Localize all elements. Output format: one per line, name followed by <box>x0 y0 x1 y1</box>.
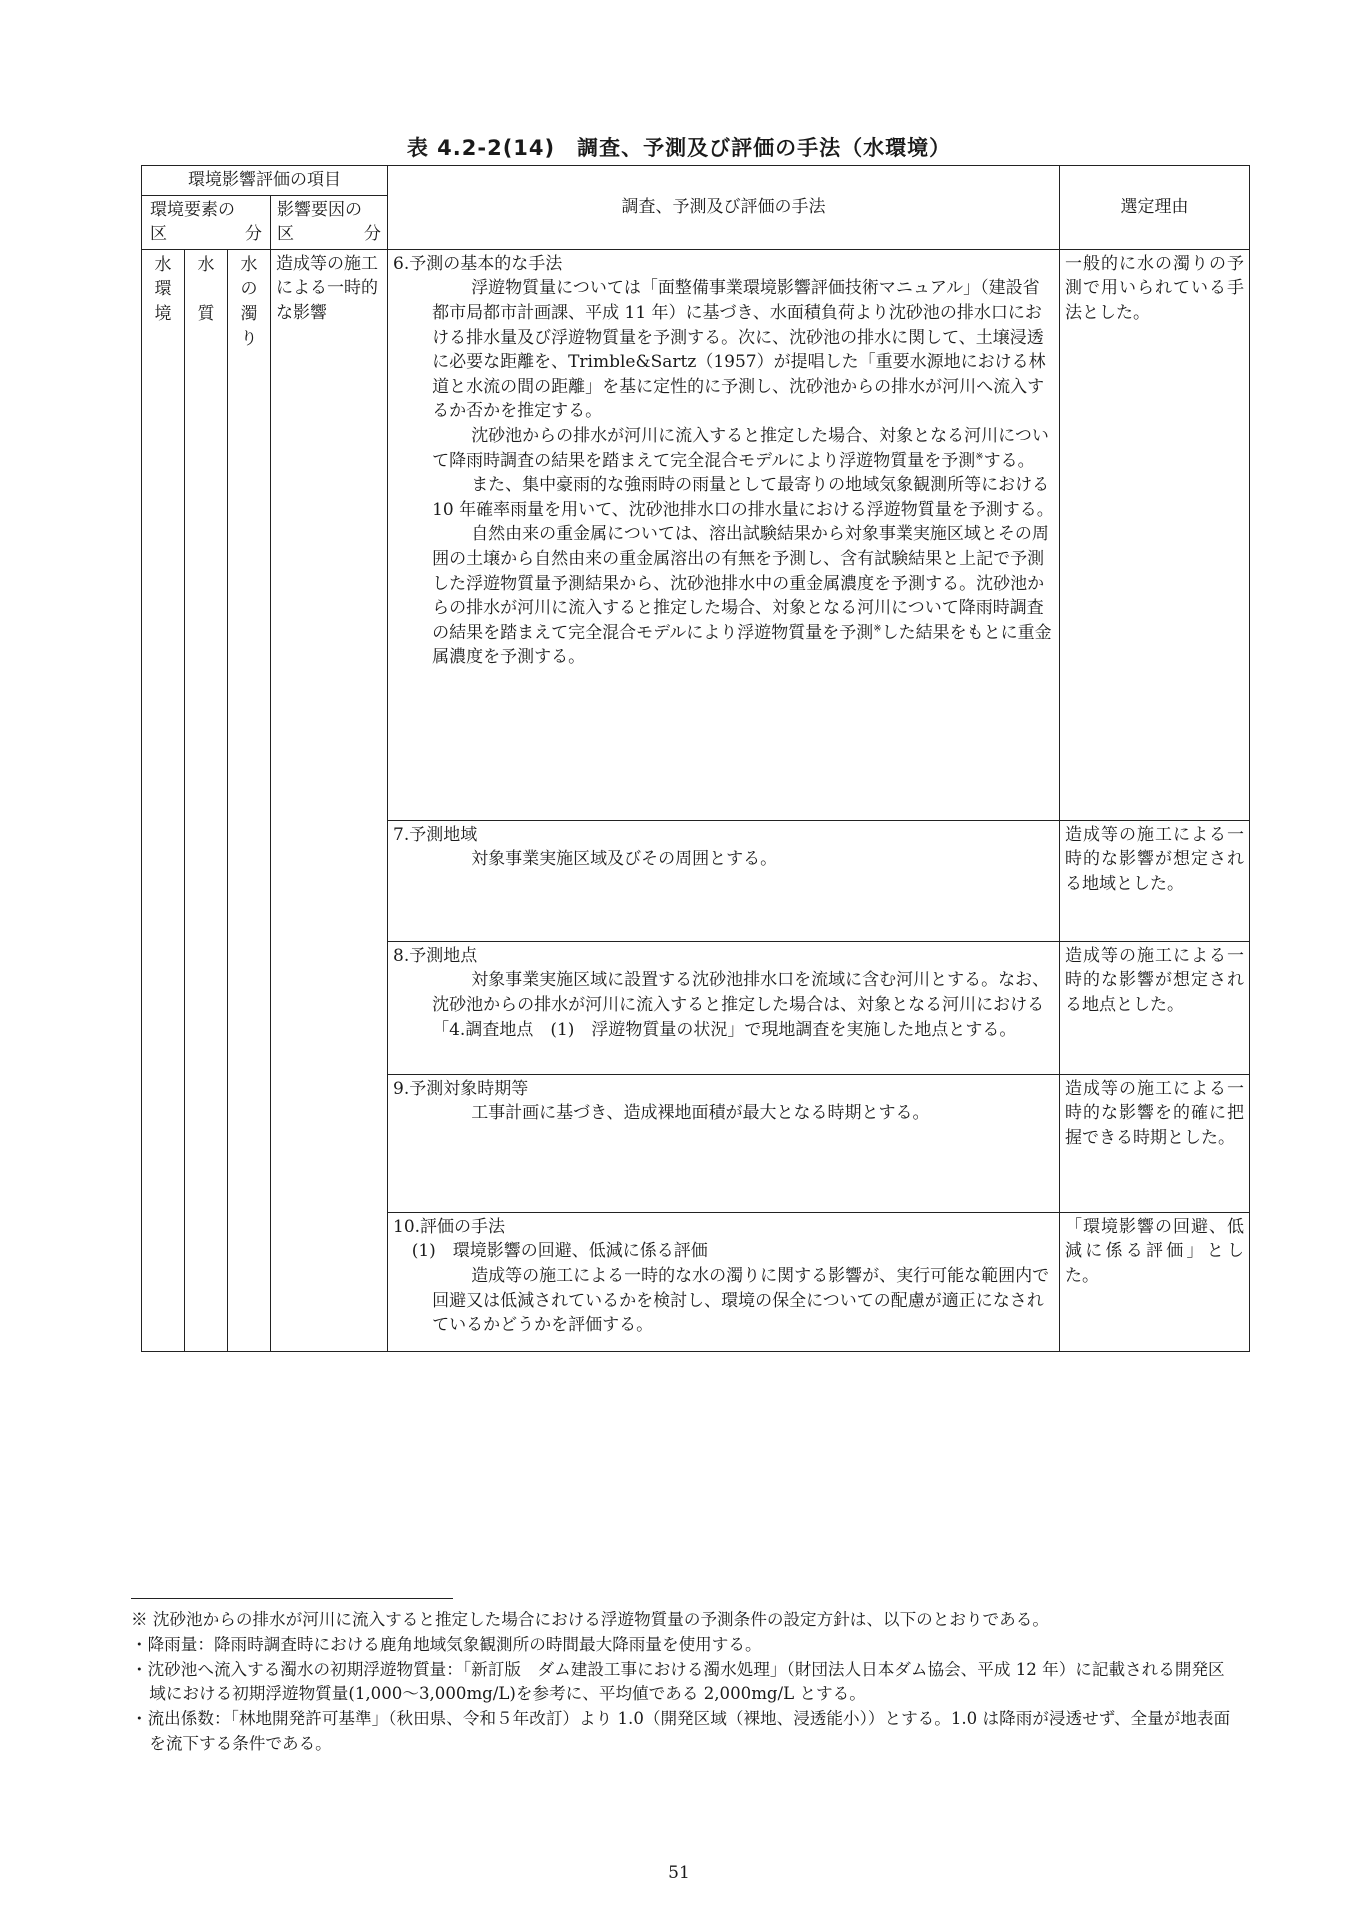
header-factor-line1: 影響要因の <box>277 199 362 220</box>
env-col-3-char: り <box>240 328 258 349</box>
reason-cell-7: 造成等の施工による一時的な影響が想定される地域とした。 <box>1060 820 1250 941</box>
header-factor-ku: 区 <box>277 224 294 245</box>
method-cell-9 <box>388 1074 1060 1212</box>
method-paragraph: 工事計画に基づき、造成裸地面積が最大となる時期とする。 <box>471 1103 930 1124</box>
method-paragraph: 浮遊物質量については「面整備事業環境影響評価技術マニュアル」（建設省都市局都市計画課、平成 11 年）に基づき、水面積負荷より沈砂池の排水口における排水量及び浮遊物質量を予測する。次に、沈砂池の排水に関して、土壌浸透に必要な距離を、Trimble&Sartz（1957）が提唱した「重要水源地における林道と水流の間の距離」を基に定性的に予測し、沈砂池からの排水が河川へ流入するか否かを推定する。 <box>432 278 1046 422</box>
method-paragraph <box>393 522 1054 670</box>
env-col-1-char: 環 <box>154 279 172 300</box>
method-paragraph: 対象事業実施区域及びその周囲とする。 <box>471 849 778 870</box>
header-factor-bun: 分 <box>364 224 381 245</box>
section-title: 6.予測の基本的な手法 <box>393 253 563 274</box>
footnote-line: ・沈砂池へ流入する濁水の初期浮遊物質量：「新訂版 ダム建設工事における濁水処理」（財団法人日本ダム協会、平成 12 年）に記載される開発区域における初期浮遊物質量(1,000～3,000mg/L)を参考に、平均値である 2,000mg/L とする。 <box>131 1659 1225 1704</box>
header-factor-line2 <box>277 222 381 247</box>
footnotes <box>131 1608 1241 1757</box>
method-text: する。 <box>983 450 1035 471</box>
env-col-1-char: 境 <box>154 303 172 324</box>
method-paragraph: また、集中豪雨的な強雨時の雨量として最寄りの地域気象観測所等における 10 年確率雨量を用いて、沈砂池排水口の排水量における浮遊物質量を予測する。 <box>432 475 1054 520</box>
header-reason: 選定理由 <box>1060 166 1250 250</box>
header-method: 調査、予測及び評価の手法 <box>388 166 1060 250</box>
method-cell-8 <box>388 941 1060 1074</box>
env-col-3-char: の <box>240 279 258 300</box>
reason-cell-8: 造成等の施工による一時的な影響が想定される地点とした。 <box>1060 941 1250 1074</box>
env-col-2 <box>185 249 228 1351</box>
header-element-bun: 分 <box>245 224 262 245</box>
footnote-line: ※ 沈砂池からの排水が河川に流入すると推定した場合における浮遊物質量の予測条件の設定方針は、以下のとおりである。 <box>131 1610 1049 1629</box>
method-cell-7 <box>388 820 1060 941</box>
footnote-line: ・降雨量：降雨時調査時における鹿角地域気象観測所の時間最大降雨量を使用する。 <box>131 1634 762 1654</box>
env-col-1 <box>142 249 185 1351</box>
header-element-line2 <box>150 222 262 247</box>
section-title: 10.評価の手法 <box>393 1216 506 1237</box>
header-factor <box>271 195 388 249</box>
note-mark: ※ <box>975 450 984 462</box>
table-caption: 表 4.2-2(14) 調査、予測及び評価の手法（水環境） <box>406 136 952 160</box>
method-text: した結果をもとに重金属濃度を予測する。 <box>432 622 1052 668</box>
header-element <box>142 195 271 249</box>
section-title: 8.予測地点 <box>393 945 478 966</box>
env-col-2-char <box>187 277 225 302</box>
section-title: 9.予測対象時期等 <box>393 1078 529 1099</box>
header-element-ku: 区 <box>150 224 167 245</box>
note-mark: ※ <box>873 623 882 635</box>
section-title: 7.予測地域 <box>393 824 478 845</box>
env-col-3 <box>228 249 271 1351</box>
method-table <box>141 165 1250 1352</box>
method-cell-6 <box>388 249 1060 820</box>
footnote-line: ・流出係数：「林地開発許可基準」（秋田県、令和５年改訂）より 1.0（開発区域（裸地、浸透能小））とする。1.0 は降雨が浸透せず、全量が地表面を流下する条件である。 <box>131 1709 1231 1753</box>
header-row-1 <box>142 166 1250 196</box>
header-element-line1: 環境要素の <box>150 199 235 220</box>
method-text: 自然由来の重金属については、溶出試験結果から対象事業実施区域とその周囲の土壌から自然由来の重金属溶出の有無を予測し、含有試験結果と上記で予測した浮遊物質量予測結果から、沈砂池排水中の重金属濃度を予測する。沈砂池からの排水が河川に流入すると推定した場合、対象となる河川について降雨時調査の結果を踏まえて完全混合モデルにより浮遊物質量を予測 <box>432 524 1049 643</box>
footnote-divider <box>131 1598 453 1599</box>
reason-cell-6: 一般的に水の濁りの予測で用いられている手法とした。 <box>1060 249 1250 820</box>
method-paragraph <box>393 424 1054 473</box>
env-col-3-char: 濁 <box>240 303 258 324</box>
section-subtitle: (1) 環境影響の回避、低減に係る評価 <box>411 1241 708 1262</box>
method-text: 沈砂池からの排水が河川に流入すると推定した場合、対象となる河川について降雨時調査の結果を踏まえて完全混合モデルにより浮遊物質量を予測 <box>432 425 1049 471</box>
page-number: 51 <box>668 1863 690 1883</box>
env-col-3-char: 水 <box>240 254 258 275</box>
method-paragraph: 造成等の施工による一時的な水の濁りに関する影響が、実行可能な範囲内で回避又は低減されているかを検討し、環境の保全についての配慮が適正になされているかどうかを評価する。 <box>432 1265 1050 1336</box>
reason-cell-9: 造成等の施工による一時的な影響を的確に把握できる時期とした。 <box>1060 1074 1250 1212</box>
factor-cell: 造成等の施工による一時的な影響 <box>271 249 388 1351</box>
table-row <box>142 249 1250 820</box>
env-col-2-char: 水 <box>197 254 215 275</box>
env-col-2-char: 質 <box>197 303 215 324</box>
method-cell-10 <box>388 1212 1060 1351</box>
header-item-group: 環境影響評価の項目 <box>142 166 388 196</box>
reason-cell-10: 「環境影響の回避、低減に係る評価」とした。 <box>1060 1212 1250 1351</box>
method-paragraph: 対象事業実施区域に設置する沈砂池排水口を流域に含む河川とする。なお、沈砂池からの排水が河川に流入すると推定した場合は、対象となる河川における「4.調査地点 (1) 浮遊物質量の状況」で現地調査を実施した地点とする。 <box>432 970 1050 1040</box>
env-col-1-char: 水 <box>154 254 172 275</box>
